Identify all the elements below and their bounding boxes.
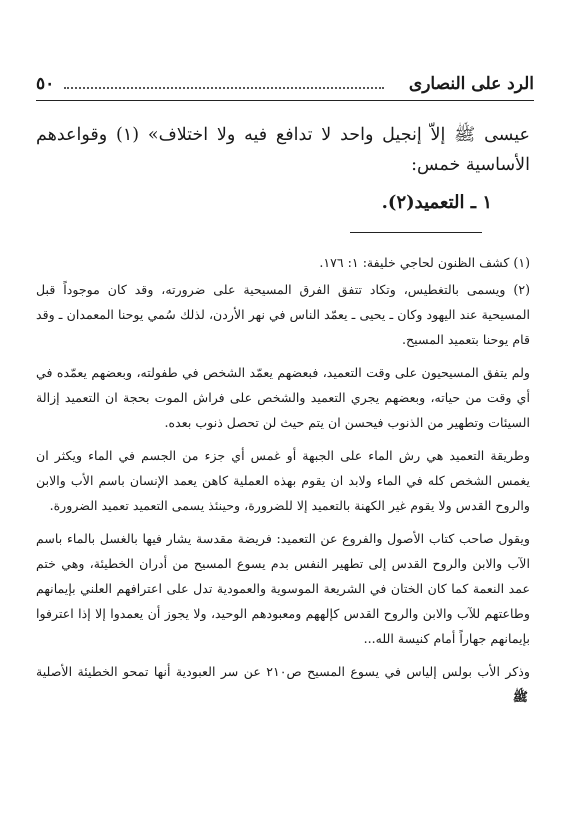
main-text (36, 120, 530, 218)
footnote-2-paragraph: ويقول صاحب كتاب الأصول والفروع عن التعميد: فريضة مقدسة يشار فيها بالغسل بالماء باسم الآب والابن والروح القدس إلى تطهير النفس بدم يسوع المسيح من أدران الخطيئة، وهي ختم عمد النعمة كما كان الختان في الشريعة الموسوية والعمودية تدل على اعترافهم العلني بإيمانهم وطاعتهم للآب والابن والروح القدس كإلههم ومعبودهم الوحيد، ولا يجوز أن يعمدوا إلا إذا اعترفوا بإيمانهم جهاراً أمام كنيسة الله... (36, 531, 530, 646)
footnote-2-paragraph: ولم يتفق المسيحيون على وقت التعميد، فبعضهم يعمّد الشخص في طفولته، وبعضهم يعمّده في أي وقت من حياته، وبعضهم يجري التعميد والشخص على فراش الموت بحجة ان التعميد إزالة السيئات وتطهير من الذنوب فيحسن ان يتم حيث لن تحصل ذنوب بعده. (36, 365, 530, 430)
footnote-separator (350, 232, 482, 233)
footnote-2-last-text: وذكر الأب بولس إلياس في يسوع المسيح ص٢١٠ عن سر العبودية أنها تمحو الخطيئة الأصلية (36, 664, 530, 679)
footnote-1: (١) كشف الظنون لحاجي خليفة: ١: ١٧٦. (319, 255, 530, 270)
footnote-2-last-paragraph (36, 659, 530, 709)
running-title: الرد على النصارى (408, 74, 534, 94)
footnote-2-paragraph: وطريقة التعميد هي رش الماء على الجبهة أو غمس أي جزء من الجسم في الماء ويكثر ان يغمس الشخص كله في الماء ولابد ان يقوم بهذه العملية كاهن يعمد الإنسان باسم الأب والابن والروح القدس ولا يقوم غير الكهنة بالتعميد إلا للضرورة، وحينئذ يسمى التعميد تعميد الضرورة. (36, 448, 530, 513)
honorific-symbol: ﷺ (512, 689, 528, 704)
main-paragraph: عيسى ﷺ إلاّ إنجيل واحد لا تدافع فيه ولا اختلاف» (١) وقواعدهم الأساسية خمس: (36, 125, 530, 175)
header-rule (36, 100, 534, 101)
header-leader-dots (64, 87, 384, 89)
running-header (36, 70, 534, 100)
footnotes (36, 250, 530, 713)
page-number: ٥٠ (36, 74, 55, 94)
numbered-item: ١ ـ التعميد(٢). (381, 192, 492, 213)
footnote-2-paragraph: (٢) ويسمى بالتغطيس، وتكاد تتفق الفرق المسيحية على ضرورته، وقد كان موجوداً قبل المسيحية عند اليهود وكان ـ يحيى ـ يعمّد الناس في نهر الأردن، لذلك سُمي يوحنا المعمدان ـ وقد قام يوحنا بتعميد المسيح. (36, 282, 530, 347)
